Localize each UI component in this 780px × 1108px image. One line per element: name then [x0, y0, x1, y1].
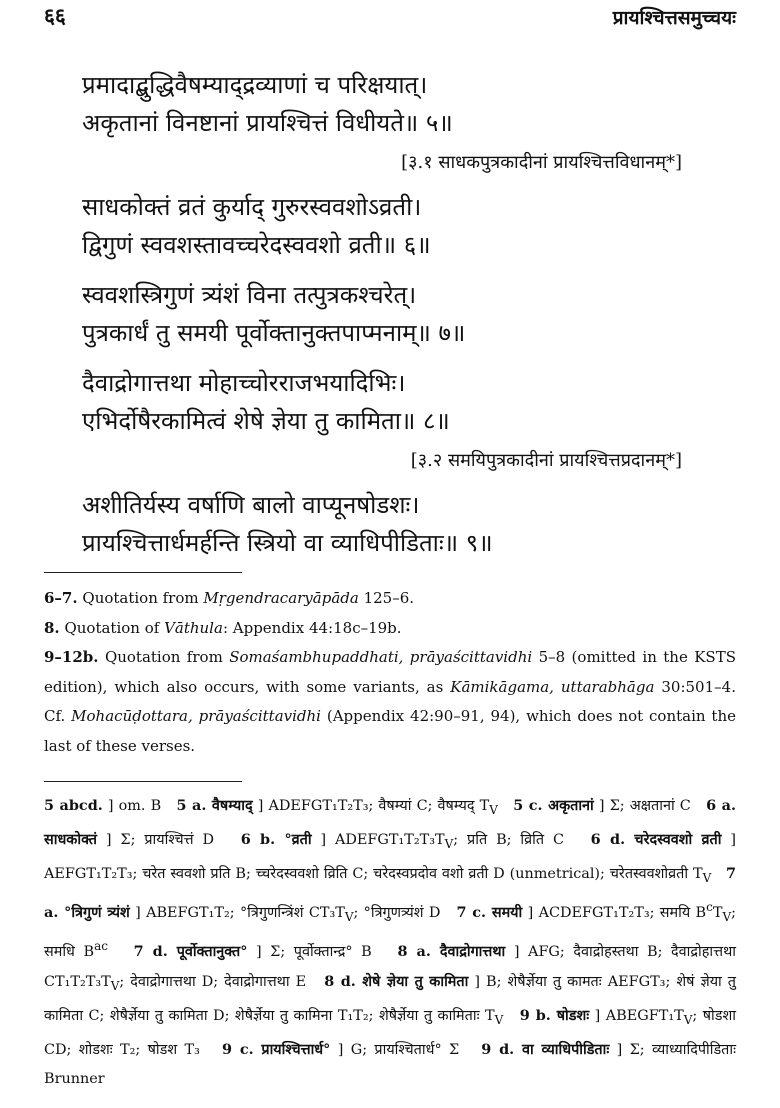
verse-8b: एभिर्दोषैरकामित्वं शेषे ज्ञेया तु कामिता॥ ८॥: [82, 407, 450, 435]
verse-5b: अकृतानां विनष्टानां प्रायश्चित्तं विधीयते॥ ५॥: [82, 109, 453, 137]
page-number: ६६: [44, 3, 66, 28]
verse-6a: साधकोक्तं व्रतं कुर्याद् गुरुरस्ववशोऽव्रती।: [82, 193, 422, 221]
note-8: 8. Quotation of Vāthula: Appendix 44:18c–19b.: [44, 618, 402, 637]
verse-9b: प्रायश्चित्तार्धमर्हन्ति स्त्रियो वा व्याधिपीडिताः॥ ९॥: [82, 529, 493, 557]
note-9-12b: 9–12b. Quotation from Somaśambhupaddhati, prāyaścittavidhi 5–8 (omitted in the KSTS edition), which also occurs, with some variants, as Kāmikāgama, uttarabhāga 30:501–4. Cf. Mohacūḍottara, prāyaścittavidhi (Appendix 42:90–91, 94), which does not contain the last of these verses.: [44, 648, 736, 755]
verse-7b: पुत्रकार्धं तु समयी पूर्वोक्तानुक्तपाप्मनाम्॥ ७॥: [82, 319, 466, 347]
verse-5a: प्रमादाद्बुद्धिवैषम्याद्द्रव्याणां च परिक्षयात्।: [82, 71, 428, 99]
verse-block: [82, 66, 742, 562]
verse-6b: द्विगुणं स्ववशस्तावच्चरेदस्ववशो व्रती॥ ६॥: [82, 231, 431, 259]
note-6-7: 6–7. Quotation from Mṛgendracaryāpāda 125–6.: [44, 589, 415, 607]
critical-apparatus: [44, 791, 736, 1095]
running-head: प्रायश्चित्तसमुच्चयः: [612, 7, 736, 29]
verse-7a: स्ववशस्त्रिगुणं त्र्यंशं विना तत्पुत्रकश्चरेत्।: [82, 281, 417, 309]
page-header: [0, 0, 780, 34]
section-heading-3-1: [३.१ साधकपुत्रकादीनां प्रायश्चित्तविधानम्*]: [401, 152, 682, 173]
source-notes: [44, 584, 736, 761]
apparatus-divider: [44, 781, 242, 782]
section-heading-3-2: [३.२ समयिपुत्रकादीनां प्रायश्चित्तप्रदानम्*]: [410, 450, 682, 471]
apparatus-text: 5 abcd. ] om. B 5 a. वैषम्याद् ] ADEFGT₁T₂T₃; वैषम्यां C; वैषम्यद् $T_V$ 5 c. अकृतानां ] Σ; अक्षतानां C 6 a. साधकोक्तं ] Σ; प्रायश्चित्तं D 6 b. °व्रती ] $ADEFGT_1T_2T_3T_V$; प्रति B; व्रिति C 6 d. चरेदस्ववशो व्रती ] AEFGT₁T₂T₃; चरेत स्ववशो प्रति B; च्चरेदस्ववशो व्रिति C; चरेदस्वप्रदोव वशो व्रती D (unmetrical); चरेतस्ववशोव्रती $T_V$ 7 a. °त्रिगुणं त्र्यंशं ] ABEFGT₁T₂; °त्रिगुणन्त्रिंशं $CT_3T_V$; °त्रिगुणत्र्यंशं D 7 c. समयी ] ACDEFGT₁T₂T₃; समयि $B^cT_V$; समधि $B^{ac}$ 7 d. पूर्वोक्तानुक्त° ] Σ; पूर्वोक्तान्द्र° B 8 a. दैवाद्रोगात्तथा ] AFG; दैवाद्रोहस्तथा B; दैवाद्रोहात्तथा $CT_1T_2T_3T_V$; देवाद्रोगात्तथा D; देवाद्रोगात्तथा E 8 d. शेषे ज्ञेया तु कामिता ] B; शेषैर्ज्ञेया तु कामतः AEFGT₃; शेषं ज्ञेया तु कामिता C; शेषैर्ज्ञेया तु कामिता D; शेषैर्ज्ञेया तु कामिना T₁T₂; शेषैर्ज्ञेया तु कामिताः $T_V$ 9 b. षोडशः ] $ABEGFT_1T_V$; षोडशा CD; शोडशः T₂; षोडश T₃ 9 c. प्रायश्चित्तार्ध° ] G; प्रायश्चितार्ध° Σ 9 d. वा व्याधिपीडिताः ] Σ; व्याध्यादिपीडिताः Brunner: [44, 797, 737, 1088]
verse-8a: दैवाद्रोगात्तथा मोहाच्चोरराजभयादिभिः।: [82, 369, 406, 397]
verse-9a: अशीतिर्यस्य वर्षाणि बालो वाप्यूनषोडशः।: [82, 491, 420, 519]
notes-divider: [44, 572, 242, 573]
